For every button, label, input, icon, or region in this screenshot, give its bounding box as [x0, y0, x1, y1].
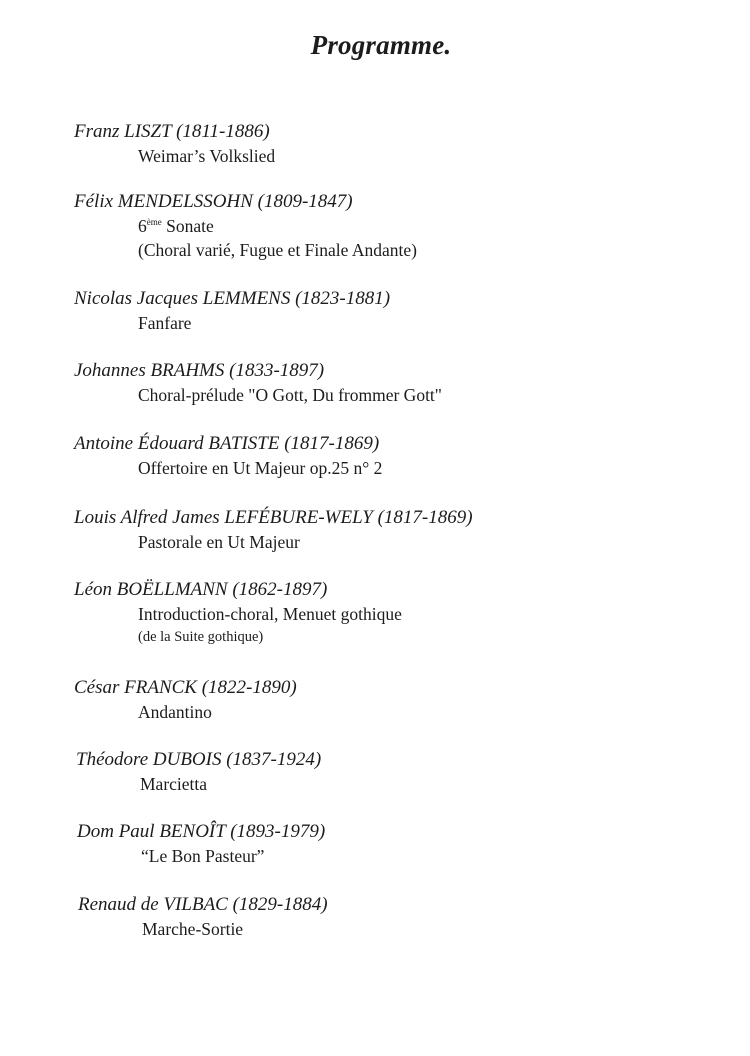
work-title: Marcietta	[140, 774, 208, 794]
composer-name: Félix MENDELSSOHN (1809-1847)	[74, 191, 353, 212]
page-title: Programme.	[310, 30, 452, 60]
composer-name: Antoine Édouard BATISTE (1817-1869)	[74, 433, 380, 454]
work-name: Sonate	[166, 216, 214, 236]
work-title: Introduction-choral, Menuet gothique	[138, 604, 402, 624]
composer-name: Franz LISZT (1811-1886)	[74, 121, 270, 142]
work-title	[138, 214, 417, 238]
work-number-suffix: ème	[146, 217, 162, 227]
work-subtitle: (Choral varié, Fugue et Finale Andante)	[138, 240, 417, 260]
programme-entry-batiste	[74, 432, 382, 480]
composer-name: Louis Alfred James LEFÉBURE-WELY (1817-1869)	[74, 507, 473, 528]
programme-entry-boellmann	[74, 578, 402, 648]
programme-entry-lemmens	[74, 287, 390, 335]
work-title: Fanfare	[138, 313, 192, 333]
work-title: Marche-Sortie	[142, 919, 244, 939]
programme-entry-mendelssohn	[74, 190, 417, 262]
work-title: Offertoire en Ut Majeur op.25 n° 2	[138, 458, 383, 478]
programme-entry-vilbac	[78, 893, 328, 941]
composer-name: Nicolas Jacques LEMMENS (1823-1881)	[74, 288, 391, 309]
work-title: Choral-prélude "O Gott, Du frommer Gott"	[138, 385, 442, 405]
programme-entry-brahms	[74, 359, 442, 407]
programme-entry-dubois	[76, 748, 321, 796]
programme-entry-liszt	[74, 120, 275, 168]
work-title: Weimar’s Volkslied	[138, 146, 276, 166]
composer-name: Johannes BRAHMS (1833-1897)	[74, 360, 325, 381]
composer-name: Théodore DUBOIS (1837-1924)	[76, 749, 322, 770]
composer-name: Dom Paul BENOÎT (1893-1979)	[77, 821, 326, 842]
composer-name: Léon BOËLLMANN (1862-1897)	[74, 579, 328, 600]
work-title: “Le Bon Pasteur”	[141, 846, 265, 866]
programme-entry-lefebure-wely	[74, 506, 473, 554]
work-title: Pastorale en Ut Majeur	[138, 532, 300, 552]
composer-name: César FRANCK (1822-1890)	[74, 677, 297, 698]
programme-entry-benoit	[77, 820, 325, 868]
work-number: 6	[138, 216, 147, 236]
work-subtitle: (de la Suite gothique)	[138, 629, 264, 645]
composer-name: Renaud de VILBAC (1829-1884)	[78, 894, 328, 915]
work-title: Andantino	[138, 702, 212, 722]
programme-entry-franck	[74, 676, 297, 724]
